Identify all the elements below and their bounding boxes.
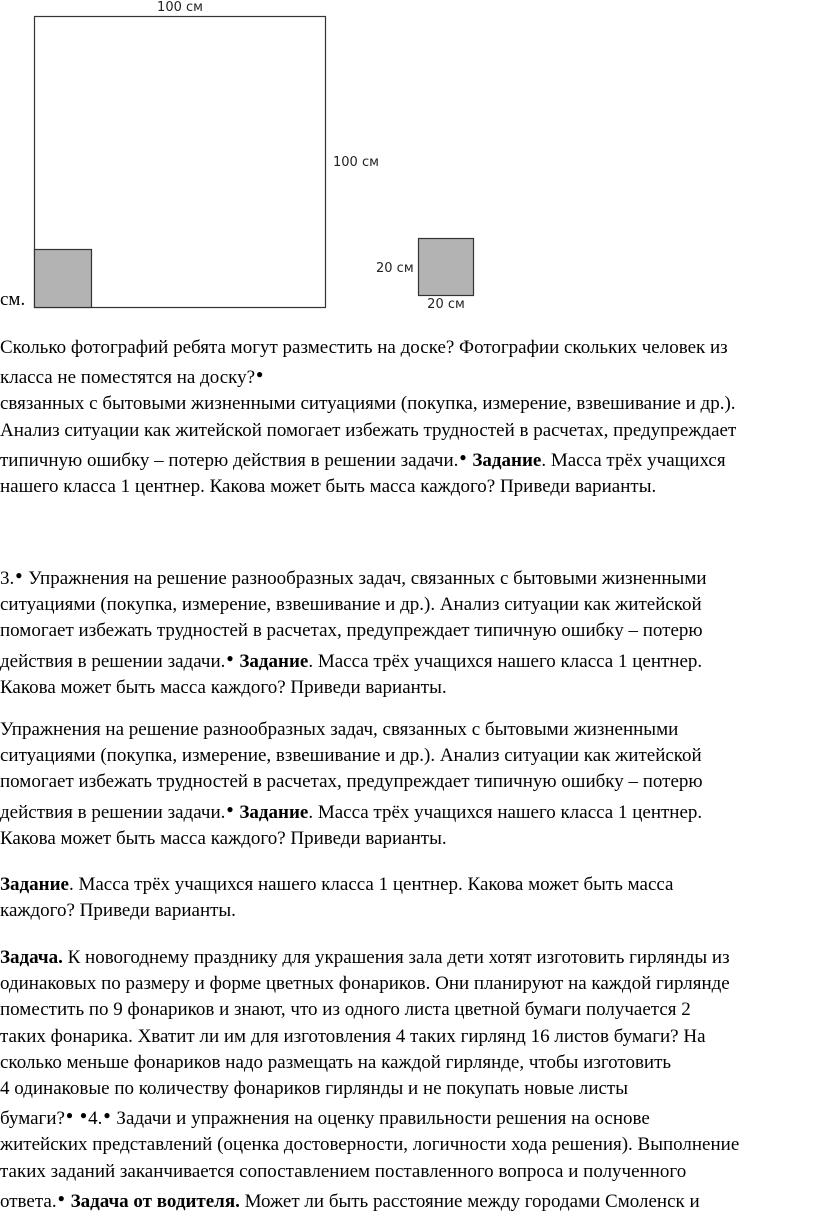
p5-line-1 [0,945,816,971]
p5-line-8: житейских представлений (оценка достоверности, логичности хода решения). Выполнение [0,1134,740,1156]
p2-line-4 [0,645,816,675]
p5-line-1-text: К новогоднему празднику для украшения зала дети хотят изготовить гирлянды из [62,947,730,968]
p2-line-5: Какова может быть масса каждого? Приведи варианты. [0,676,447,698]
p5-line-10 [0,1185,816,1215]
board-height-label: 100 см [333,155,379,170]
bullet-icon: ● [226,650,234,665]
paragraph-1 [0,335,816,500]
p1-line-4: Анализ ситуации как житейской помогает избежать трудностей в расчетах, предупреждает [0,419,737,441]
p4-line-1 [0,872,816,898]
p5-line-7 [0,1102,816,1132]
p5-line-5: сколько меньше фонариков надо размещать на каждой гирлянде, чтобы изготовить [0,1051,672,1073]
p5-line-3: поместить по 9 фонариков и знают, что из одного листа цветной бумаги получается 2 [0,999,691,1021]
p3-line-3: помогает избежать трудностей в расчетах, предупреждает типичную ошибку – потерю [0,771,703,793]
photo-width-label: 20 см [427,297,465,312]
paragraph-5 [0,945,816,1215]
p5-line-4: таких фонарика. Хватит ли им для изготовления 4 таких гирлянд 16 листов бумаги? На [0,1025,706,1047]
bullet-icon: ● [256,367,264,382]
p1-line-2-text: класса не поместятся на доску? [0,367,256,389]
p5-line-7-rest: Задачи и упражнения на оценку правильности решения на основе [111,1108,650,1130]
paragraph-2 [0,562,816,701]
problem-heading: Задача. [0,947,63,968]
p2-line-4-rest: . Масса трёх учащихся нашего класса 1 центнер. [308,650,703,672]
p2-line-2: ситуациями (покупка, измерение, взвешивание и др.). Анализ ситуации как житейской [0,594,702,616]
paragraph-4 [0,872,816,924]
bullet-icon: ● [57,1190,65,1205]
p1-line-3: связанных с бытовыми жизненными ситуациями (покупка, измерение, взвешивание и др.). [0,393,736,415]
p5-line-9: таких заданий заканчивается сопоставлением поставленного вопроса и полученного [0,1160,687,1182]
bullet-icon: ● [103,1108,111,1123]
paragraph-3 [0,717,816,852]
p1-line-2 [0,361,816,391]
p3-line-1: Упражнения на решение разнообразных задач, связанных с бытовыми жизненными [0,719,679,740]
bullet-icon: ● [459,449,467,464]
task-heading: Задание [239,801,309,823]
board-diagram [0,0,816,320]
p2-line-4-text: действия в решении задачи. [0,650,226,672]
p1-line-5-text: типичную ошибку – потерю действия в решении задачи. [0,449,459,471]
p3-line-5: Какова может быть масса каждого? Приведи варианты. [0,827,447,849]
p3-line-2: ситуациями (покупка, измерение, взвешивание и др.). Анализ ситуации как житейской [0,745,702,767]
p4-line-1-text: . Масса трёх учащихся нашего класса 1 центнер. Какова может быть масса [68,874,674,895]
p5-line-7-text: бумаги? [0,1108,65,1130]
task-heading: Задание [472,449,542,471]
p1-line-6: нашего класса 1 центнер. Какова может быть масса каждого? Приведи варианты. [0,476,657,498]
p3-line-4-rest: . Масса трёх учащихся нашего класса 1 центнер. [308,801,703,823]
p2-number: 3. [0,568,15,589]
cm-label: см. [0,289,26,310]
p5-line-6: 4 одинаковые по количеству фонариков гирлянды и не покупать новые листы [0,1078,628,1100]
p5-line-2: одинаковых по размеру и форме цветных фонариков. Они планируют на каждой гирлянде [0,973,730,995]
bullet-icon: ● [226,801,234,816]
driver-problem-heading: Задача от водителя. [70,1190,240,1212]
p5-line-10-text: ответа. [0,1190,57,1212]
p2-line-3: помогает избежать трудностей в расчетах, предупреждает типичную ошибку – потерю [0,620,703,642]
bullet-icon: ● [15,568,23,582]
p1-line-5-rest: . Масса трёх учащихся [541,449,726,471]
p5-line-10-rest: Может ли быть расстояние между городами Смоленск и [239,1190,700,1212]
p5-number: 4. [88,1108,103,1130]
task-heading: Задание [0,874,69,895]
p2-line-1-text: Упражнения на решение разнообразных задач, связанных с бытовыми жизненными [23,568,707,589]
photo-height-label: 20 см [376,261,414,276]
task-heading: Задание [239,650,309,672]
board-width-label: 100 см [157,0,203,15]
p3-line-4 [0,796,816,826]
p2-line-1 [0,562,816,592]
board-photo-rect [35,250,92,308]
bullet-icon: ● [79,1108,88,1123]
p3-line-4-text: действия в решении задачи. [0,801,226,823]
p1-line-1: Сколько фотографий ребята могут разместить на доске? Фотографии скольких человек из [0,337,728,358]
photo-rect [419,239,474,296]
p1-line-5 [0,444,816,474]
board-diagram-svg [0,0,816,320]
bullet-icon: ● [65,1108,74,1123]
p4-line-2: каждого? Приведи варианты. [0,900,236,922]
